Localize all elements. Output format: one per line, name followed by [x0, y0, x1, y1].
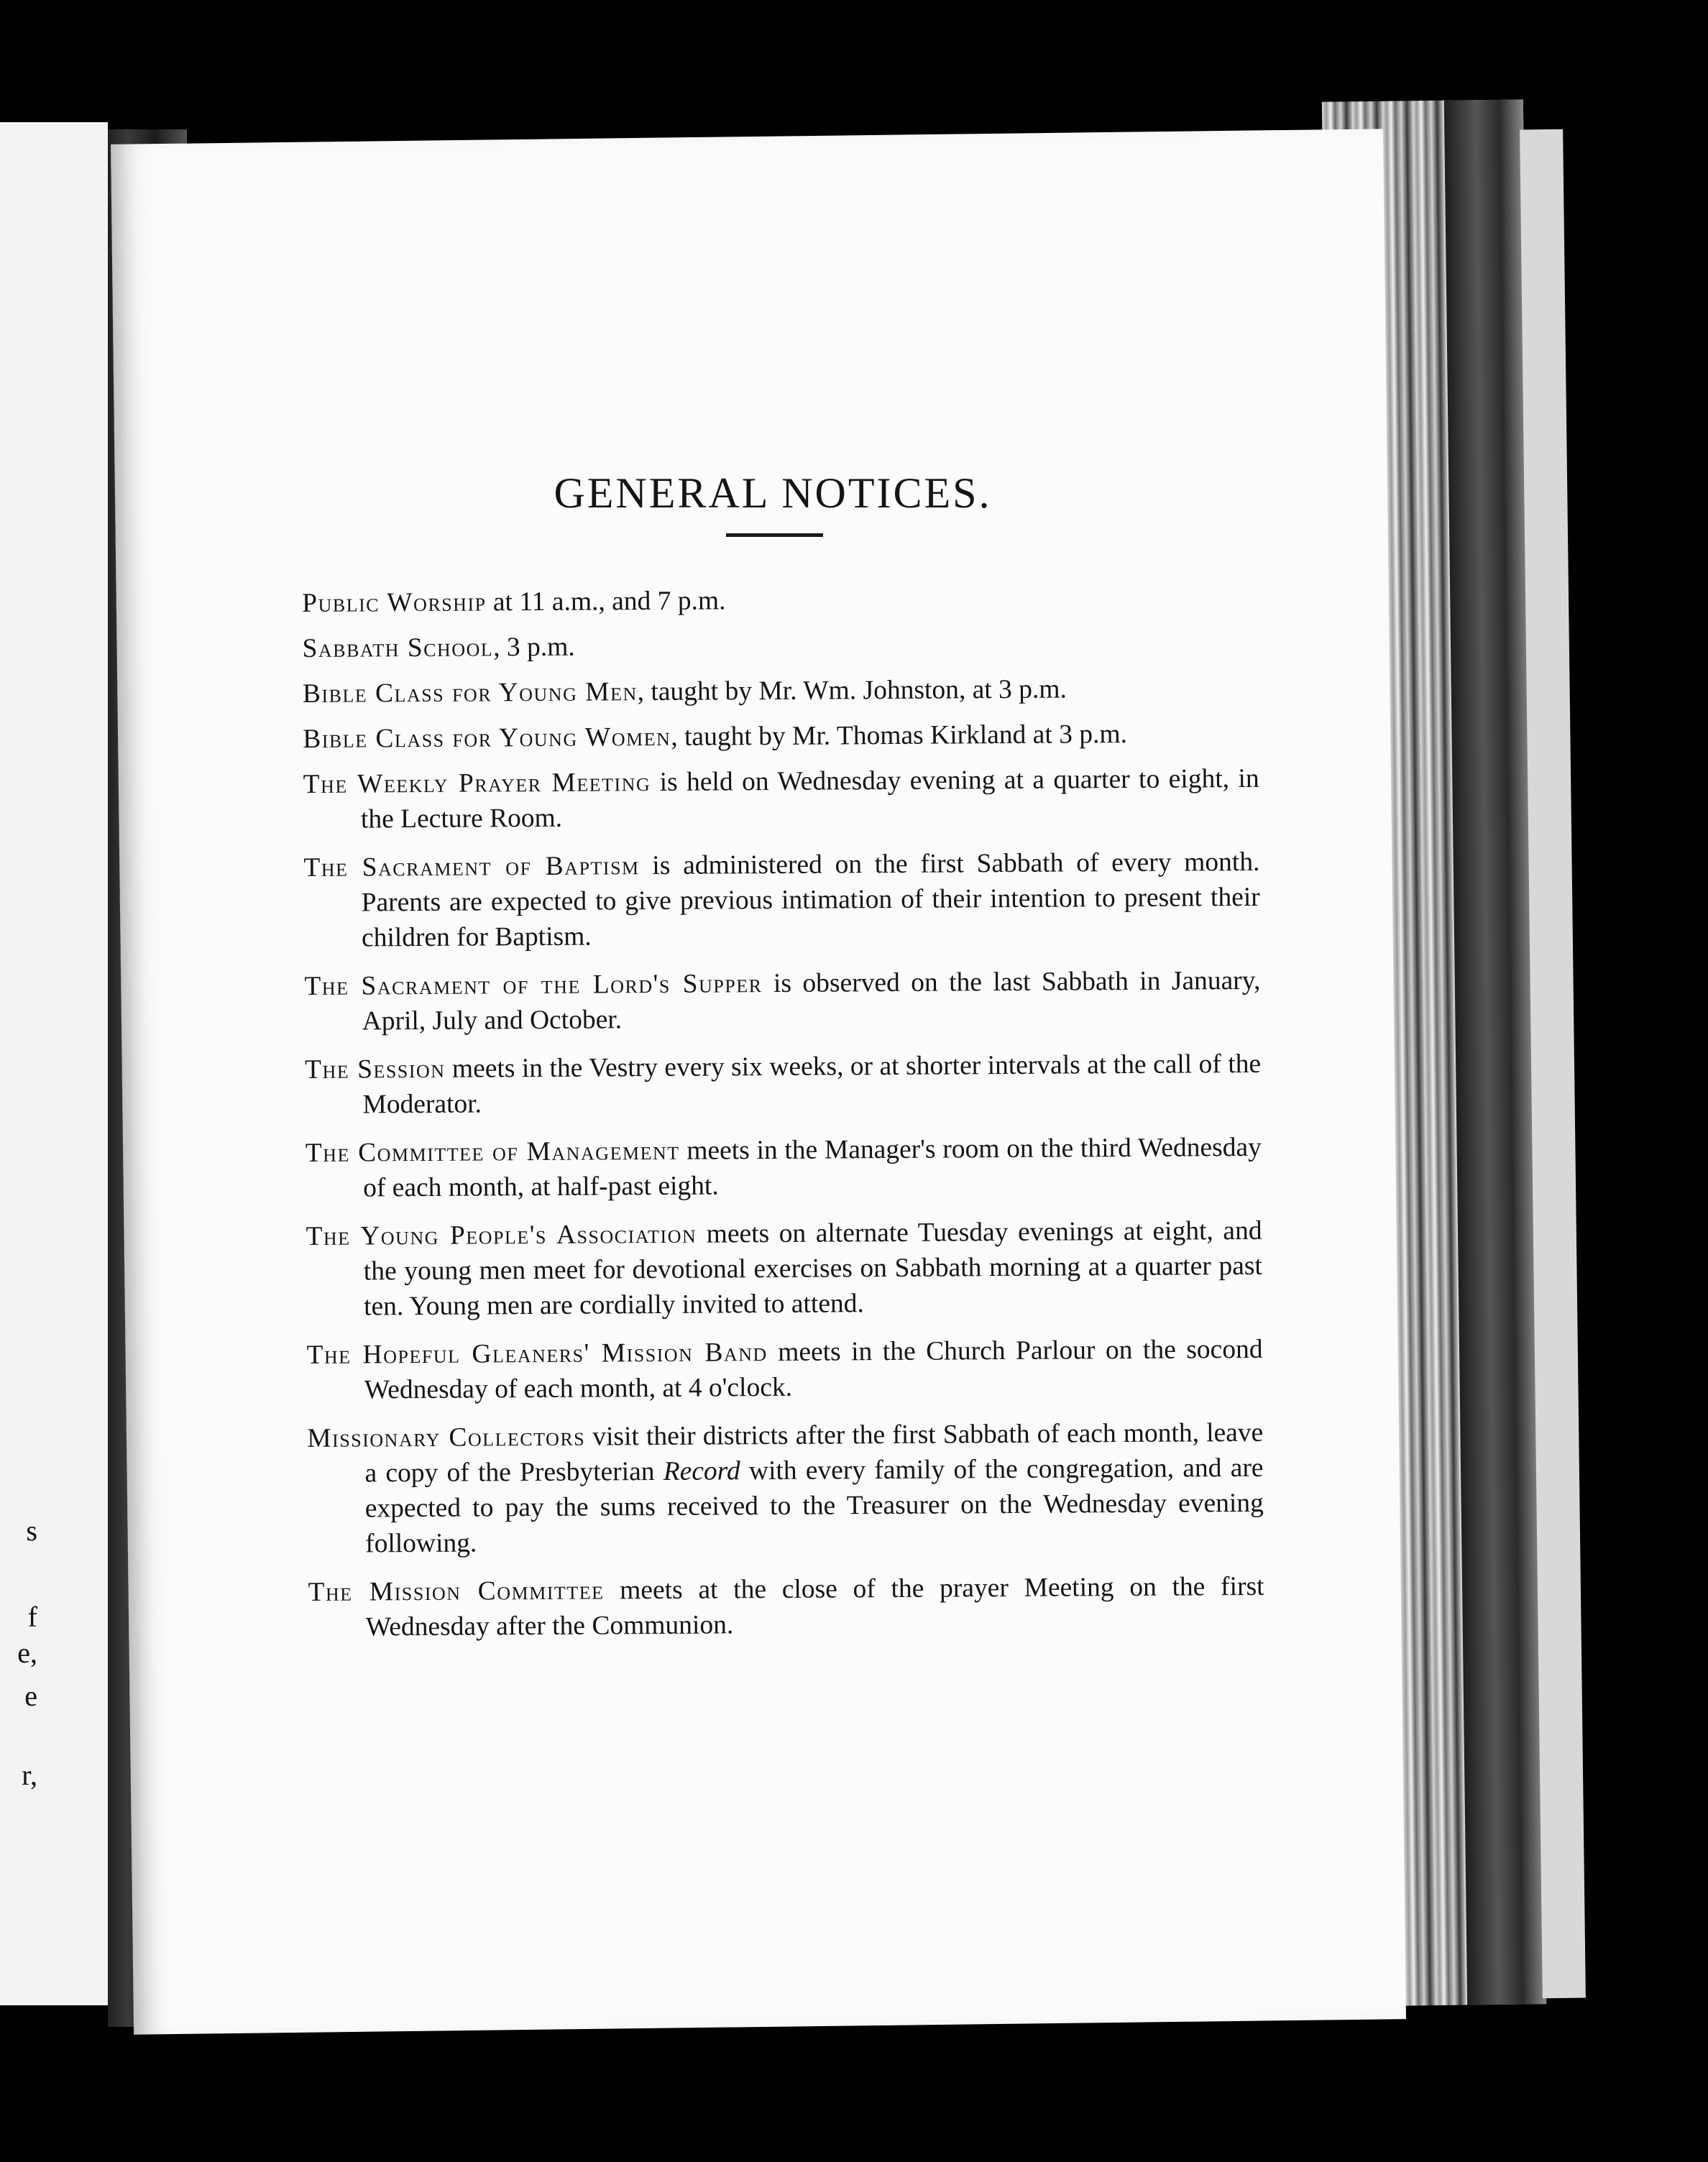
notice-text: is observed on the last Sabbath in January, April, July and October.: [362, 965, 1261, 1036]
notice-text: is administered on the first Sabbath of every month. Parents are expected to give previous intimation of their intention to present their children for Baptism.: [361, 847, 1260, 953]
notice-heading: The Young People's Association: [306, 1219, 697, 1251]
page-title: GENERAL NOTICES.: [554, 469, 992, 518]
notice-heading: Missionary Collectors: [307, 1422, 586, 1453]
notice-text: at 11 a.m., and 7 p.m.: [486, 586, 726, 617]
notice-text: meets in the Manager's room on the third Wednesday of each month, at half-past eight.: [362, 1132, 1262, 1203]
notice-sacrament-baptism: [303, 845, 1260, 956]
notice-heading: The Session: [304, 1054, 446, 1085]
notice-mission-band: [306, 1332, 1263, 1408]
notice-mission-committee: [308, 1569, 1264, 1645]
notice-text: , taught by Mr. Wm. Johnston, at 3 p.m.: [637, 674, 1067, 707]
notice-heading: Public Worship: [302, 587, 487, 618]
fragment-text: s: [26, 1514, 37, 1547]
fragment-text: e: [24, 1680, 37, 1712]
notice-heading: The Committee of Management: [305, 1136, 680, 1168]
notice-sabbath-school: [302, 625, 1258, 666]
notice-heading: Bible Class for Young Women: [303, 722, 671, 754]
notice-public-worship: [302, 580, 1258, 621]
notice-weekly-prayer-meeting: [303, 761, 1260, 837]
notice-committee-management: [306, 1130, 1262, 1206]
notice-text: is held on Wednesday evening at a quarter to eight, in the Lecture Room.: [360, 763, 1259, 834]
notice-heading: The Mission Committee: [308, 1576, 605, 1607]
notice-bible-class-men: [303, 671, 1259, 712]
notice-text: meets in the Vestry every six weeks, or at shorter intervals at the call of the Moderator.: [362, 1049, 1262, 1120]
notice-lords-supper: [304, 963, 1261, 1039]
notice-text: meets on alternate Tuesday evenings at eight, and the young men meet for devotional exercises on Sabbath morning at a quarter past ten. Young men are cordially invited to attend.: [363, 1215, 1262, 1322]
notices-list: [302, 580, 1264, 1658]
notice-text: meets in the Church Parlour on the socond Wednesday of each month, at 4 o'clock.: [364, 1334, 1263, 1405]
fragment-text: r,: [22, 1759, 37, 1791]
notice-text: , 3 p.m.: [493, 632, 575, 663]
notice-text: meets at the close of the prayer Meeting on the first Wednesday after the Communion.: [365, 1571, 1264, 1642]
notice-italic-text: Record: [663, 1456, 740, 1486]
notice-bible-class-women: [303, 716, 1259, 757]
notice-session: [305, 1046, 1262, 1123]
notice-heading: The Hopeful Gleaners' Mission Band: [306, 1338, 768, 1370]
notice-heading: The Weekly Prayer Meeting: [303, 768, 651, 799]
notice-heading: Bible Class for Young Men: [302, 677, 638, 709]
title-divider: [726, 533, 823, 537]
notice-heading: The Sacrament of Baptism: [303, 851, 640, 883]
notice-text: , taught by Mr. Thomas Kirkland at 3 p.m.: [671, 719, 1128, 752]
notice-heading: The Sacrament of the Lord's Supper: [304, 969, 763, 1001]
fragment-text: e,: [17, 1637, 37, 1669]
notice-text: visit their districts after the first Sabbath of each month, leave a copy of the Presbyterian: [364, 1417, 1264, 1489]
notice-young-peoples-association: [306, 1213, 1262, 1325]
notice-text: with every family of the congregation, and are expected to pay the sums received to the Treasurer on the Wednesday evening following.: [364, 1453, 1264, 1559]
notice-missionary-collectors: [307, 1415, 1264, 1562]
previous-page-edge: [0, 122, 108, 2005]
fragment-text: f: [27, 1601, 37, 1633]
notice-heading: Sabbath School: [302, 632, 494, 663]
